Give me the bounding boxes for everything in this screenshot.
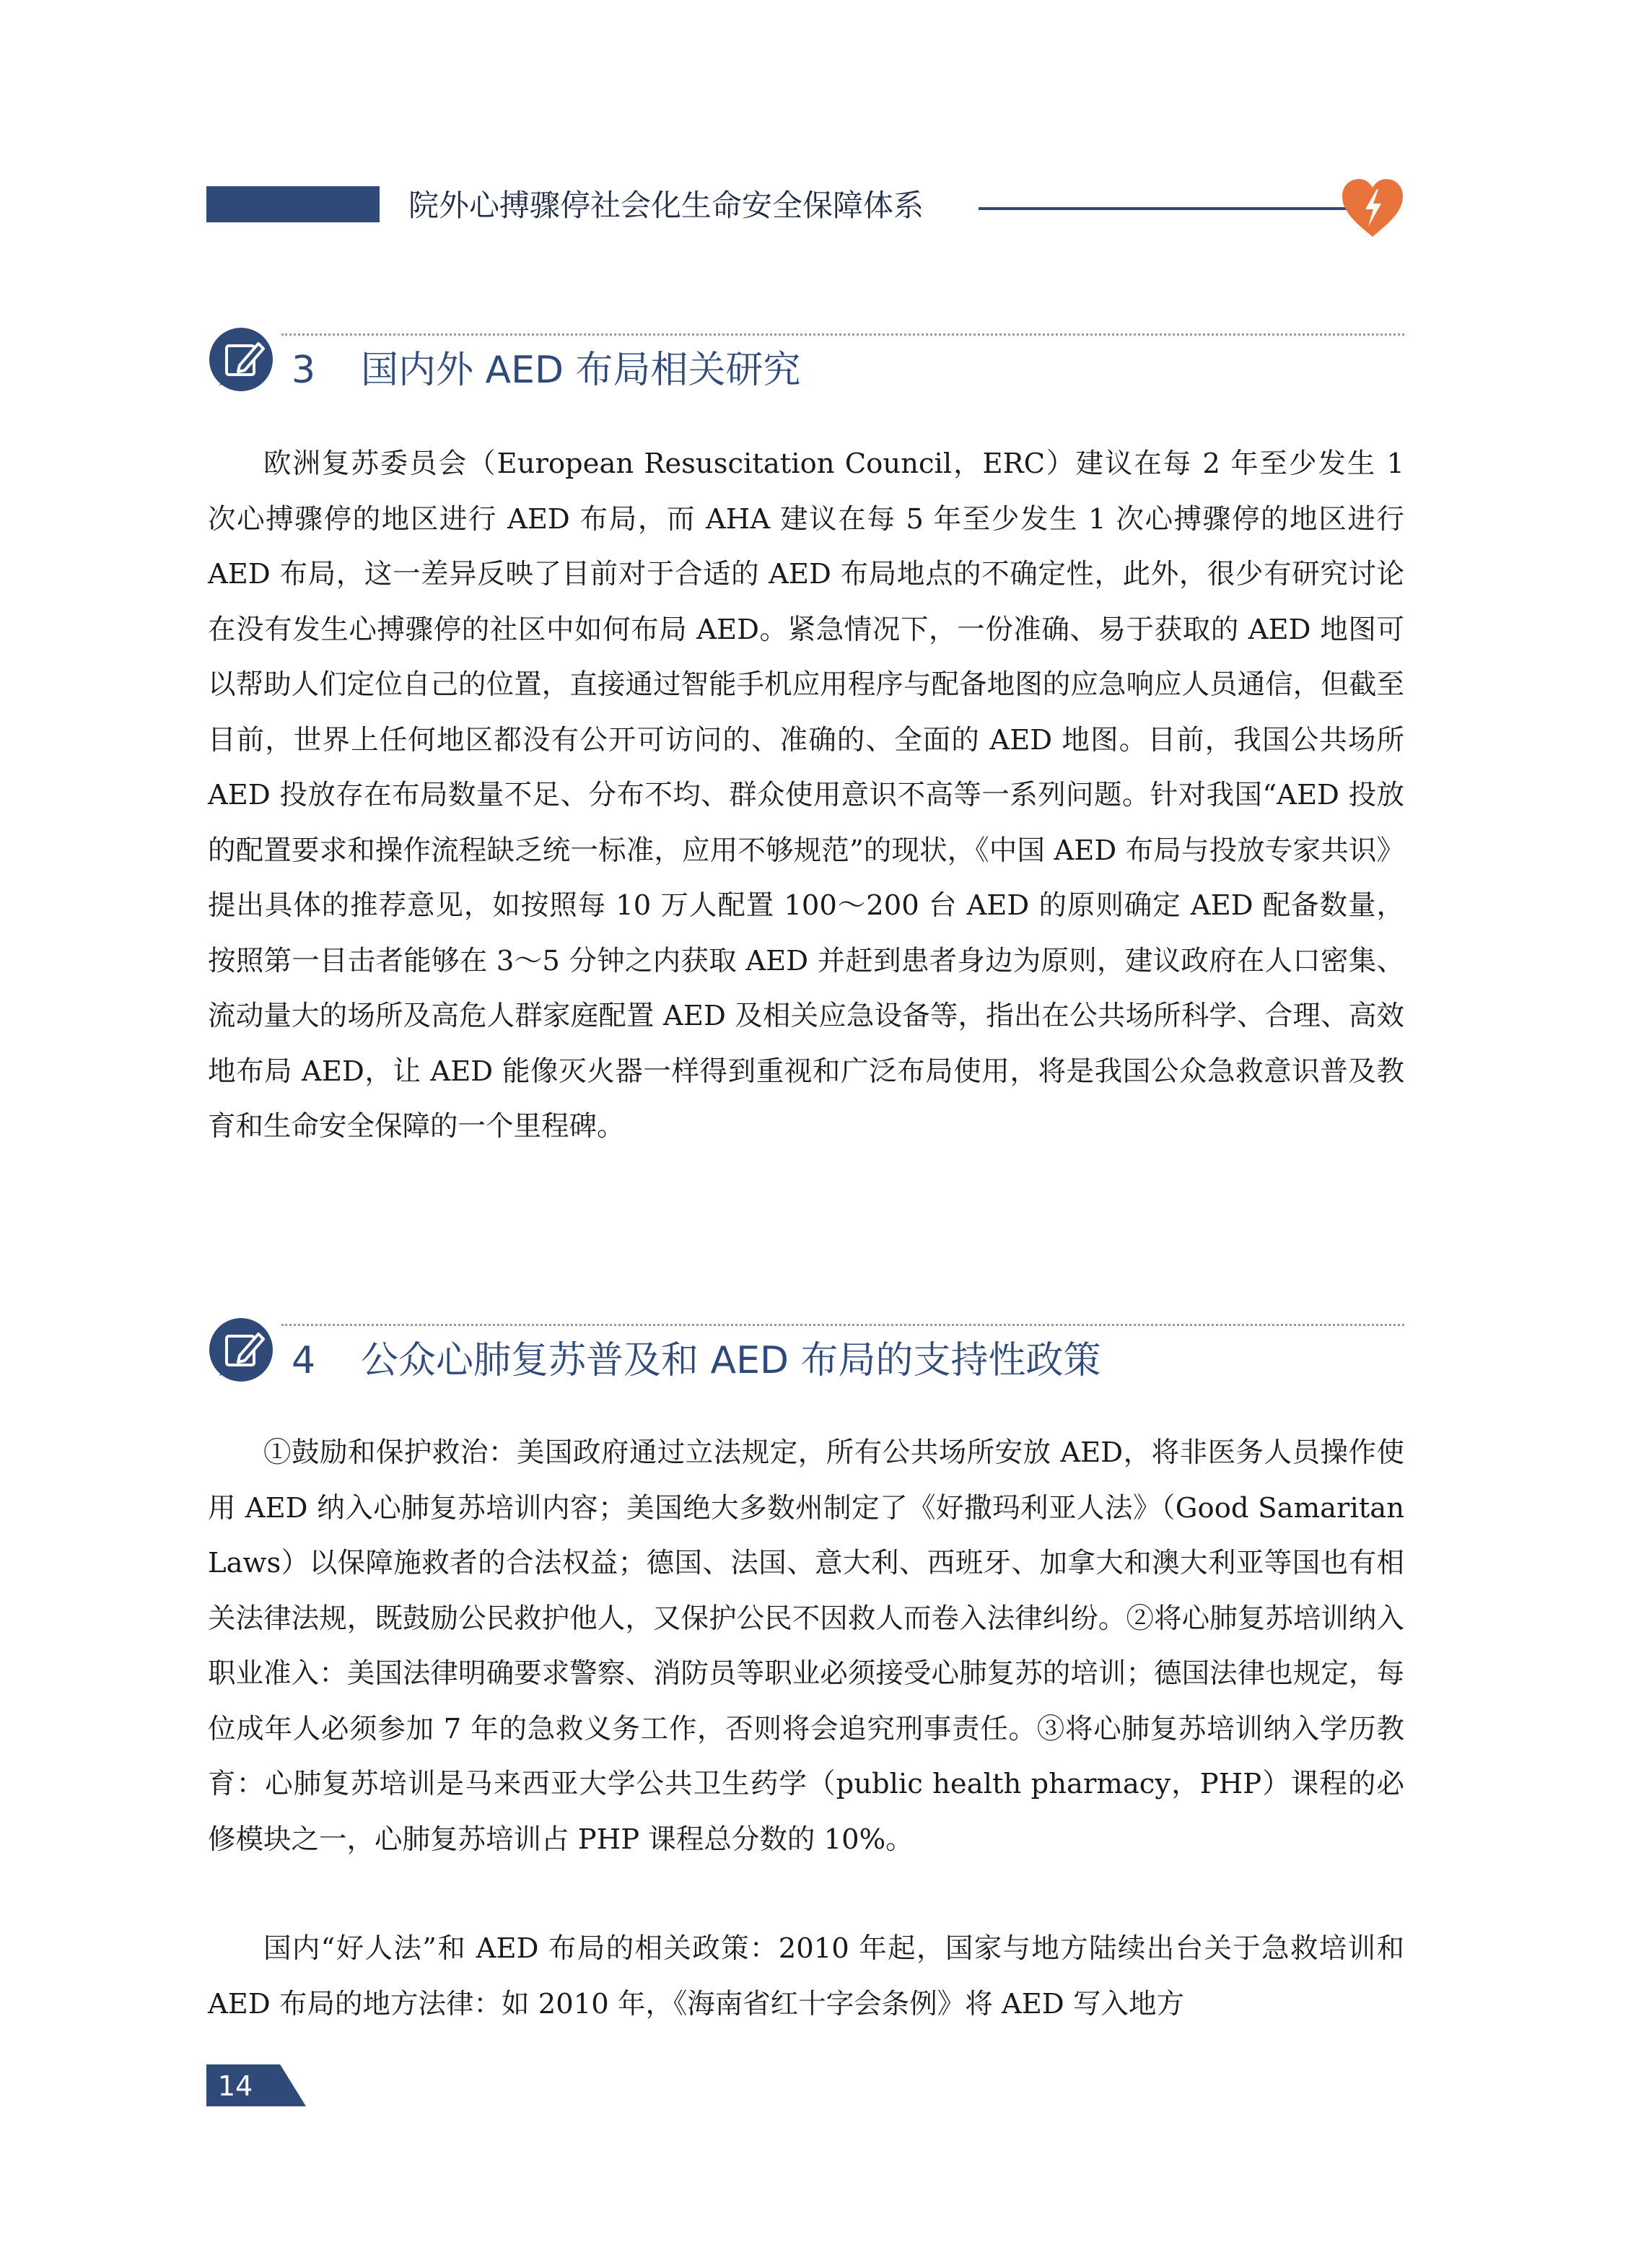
heading-dotted-rule	[281, 1324, 1404, 1326]
running-header-title: 院外心搏骤停社会化生命安全保障体系	[408, 188, 924, 223]
header-rule	[979, 207, 1361, 210]
page-number: 14	[217, 2070, 253, 2102]
pencil-edit-icon	[206, 1312, 279, 1384]
pencil-edit-icon	[206, 322, 279, 394]
section-3-heading	[206, 322, 1404, 391]
heart-lightning-icon	[1339, 176, 1406, 240]
section-4-paragraph-1: ①鼓励和保护救治：美国政府通过立法规定，所有公共场所安放 AED，将非医务人员操作使用 AED 纳入心肺复苏培训内容；美国绝大多数州制定了《好撒玛利亚人法》（Good Samaritan Laws）以保障施救者的合法权益；德国、法国、意大利、西班牙、加拿大和澳大利亚等国也有相关法律法规，既鼓励公民救护他人，又保护公民不因救人而卷入法律纠纷。②将心肺复苏培训纳入职业准入：美国法律明确要求警察、消防员等职业必须接受心肺复苏的培训；德国法律也规定，每位成年人必须参加 7 年的急救义务工作，否则将会追究刑事责任。③将心肺复苏培训纳入学历教育：心肺复苏培训是马来西亚大学公共卫生药学（public health pharmacy，PHP）课程的必修模块之一，心肺复苏培训占 PHP 课程总分数的 10%。	[208, 1436, 1404, 1856]
section-4-heading	[206, 1312, 1404, 1382]
section-title-text: 国内外 AED 布局相关研究	[361, 349, 801, 392]
section-title	[292, 1330, 1101, 1384]
heading-dotted-rule	[281, 333, 1404, 336]
section-title	[292, 339, 801, 393]
section-title-text: 公众心肺复苏普及和 AED 布局的支持性政策	[361, 1339, 1101, 1382]
section-3-paragraph: 欧洲复苏委员会（European Resuscitation Council，ERC）建议在每 2 年至少发生 1 次心搏骤停的地区进行 AED 布局，而 AHA 建议在每 5 年至少发生 1 次心搏骤停的地区进行 AED 布局，这一差异反映了目前对于合适的 AED 布局地点的不确定性，此外，很少有研究讨论在没有发生心搏骤停的社区中如何布局 AED。紧急情况下，一份准确、易于获取的 AED 地图可以帮助人们定位自己的位置，直接通过智能手机应用程序与配备地图的应急响应人员通信，但截至目前，世界上任何地区都没有公开可访问的、准确的、全面的 AED 地图。目前，我国公共场所 AED 投放存在布局数量不足、分布不均、群众使用意识不高等一系列问题。针对我国“AED 投放的配置要求和操作流程缺乏统一标准，应用不够规范”的现状，《中国 AED 布局与投放专家共识》提出具体的推荐意见，如按照每 10 万人配置 100～200 台 AED 的原则确定 AED 配备数量，按照第一目击者能够在 3～5 分钟之内获取 AED 并赶到患者身边为原则，建议政府在人口密集、流动量大的场所及高危人群家庭配置 AED 及相关应急设备等，指出在公共场所科学、合理、高效地布局 AED，让 AED 能像灭火器一样得到重视和广泛布局使用，将是我国公众急救意识普及教育和生命安全保障的一个里程碑。	[208, 448, 1404, 1143]
header-accent-bar	[206, 186, 380, 222]
section-number: 4	[292, 1339, 316, 1382]
section-number: 3	[292, 349, 316, 392]
section-4-paragraph-2: 国内“好人法”和 AED 布局的相关政策：2010 年起，国家与地方陆续出台关于急救培训和 AED 布局的地方法律：如 2010 年，《海南省红十字会条例》将 AED 写入地方	[208, 1932, 1404, 2020]
